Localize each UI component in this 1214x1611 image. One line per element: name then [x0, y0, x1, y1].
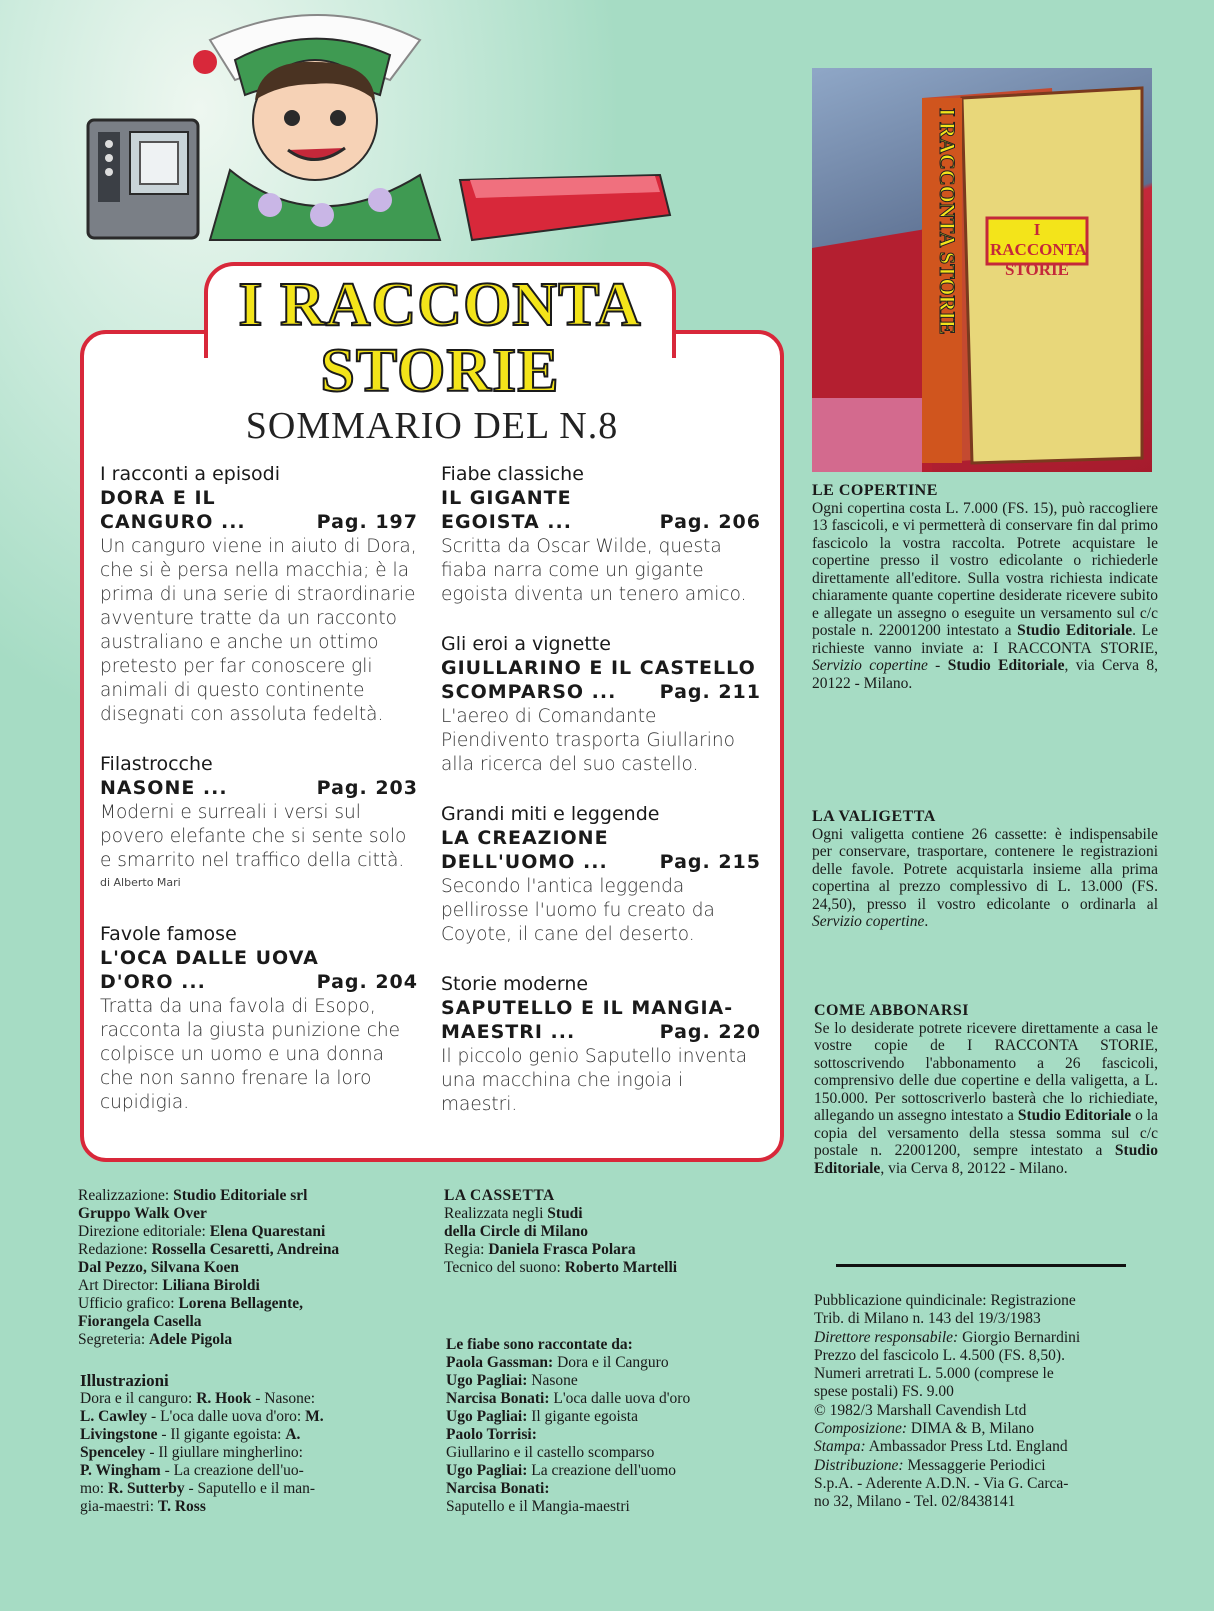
text-run: Studi: [547, 1205, 583, 1222]
publication-value: no 32, Milano - Tel. 02/8438141: [814, 1493, 1016, 1511]
text-run: - Il giullare mingherlino:: [145, 1444, 303, 1461]
red-case-icon: [460, 175, 670, 240]
abbonarsi-heading: COME ABBONARSI: [814, 1002, 970, 1019]
text-run: A.: [285, 1426, 301, 1443]
text-run: Daniela Frasca Polara: [488, 1241, 636, 1258]
story-author: di Alberto Mari: [100, 876, 181, 889]
publication-label: Stampa:: [814, 1438, 866, 1456]
text-run: Dora e il canguro:: [80, 1390, 197, 1407]
story-category: Grandi miti e leggende: [441, 803, 660, 825]
illustrazioni-lines: [80, 1390, 420, 1516]
story-title-line: L'OCA DALLE UOVA: [100, 947, 319, 969]
credit-label: Direzione editoriale:: [78, 1223, 210, 1240]
publication-line: [814, 1365, 1164, 1383]
publication-value: Giorgio Bernardini: [958, 1328, 1081, 1346]
story-page: Pag. 220: [659, 1021, 761, 1043]
text-run: . Le richieste vanno inviate a: I RACCONTA STORIE,: [812, 622, 1158, 657]
text-run: Ugo Pagliai:: [446, 1408, 528, 1425]
publication-value: Prezzo del fascicolo L. 4.500 (FS. 8,50).: [814, 1346, 1065, 1364]
credit-label: Realizzazione:: [78, 1187, 174, 1204]
story-category: Filastrocche: [100, 753, 213, 775]
publication-value: Numeri arretrati L. 5.000 (comprese le: [814, 1365, 1054, 1383]
credit-value: Elena Quarestani: [209, 1223, 326, 1240]
cassetta-lines: [444, 1205, 774, 1277]
illustrazioni-heading: Illustrazioni: [80, 1371, 169, 1390]
text-run: Paolo Torrisi:: [446, 1426, 537, 1443]
text-run: Saputello e il Mangia-maestri: [446, 1498, 630, 1515]
publication-value: Trib. di Milano n. 143 del 19/3/1983: [814, 1310, 1041, 1328]
credit-line: [446, 1390, 776, 1408]
story-description: Moderni e surreali i versi sul povero elefante che si sente solo e smarrito nel traffico della città.: [100, 802, 407, 871]
story-title: DELL'UOMO ...: [441, 851, 608, 873]
copertine-heading: LE COPERTINE: [812, 482, 938, 499]
text-run: R. Hook: [196, 1390, 252, 1407]
story-title-row: [441, 680, 761, 704]
text-run: L. Cawley: [80, 1408, 148, 1425]
publication-label: Direttore responsabile:: [814, 1328, 959, 1346]
text-run: T. Ross: [157, 1498, 206, 1515]
credit-value: Fiorangela Casella: [78, 1313, 202, 1330]
publication-value: © 1982/3 Marshall Cavendish Ltd: [814, 1401, 1027, 1419]
story-entry: [441, 462, 761, 607]
text-run: o la copia del versamento della stessa somma sul c/c postale n. 22001200, sempre intestato a: [814, 1107, 1158, 1159]
text-run: , via Cerva 8, 20122 - Milano.: [880, 1159, 1068, 1177]
text-run: La creazione dell'uomo: [527, 1462, 677, 1479]
production-credits: [78, 1187, 418, 1349]
abbonarsi-text: [814, 1020, 1158, 1178]
credit-line: [446, 1354, 776, 1372]
story-title-line: IL GIGANTE: [441, 487, 572, 509]
text-run: Livingstone: [80, 1426, 158, 1443]
publication-value: Pubblicazione quindicinale: Registrazione: [814, 1292, 1076, 1309]
photo-spine-text: I RACCONTA STORIE: [935, 108, 960, 335]
text-run: Se lo desiderate potrete ricevere direttamente a casa le vostre copie de I RACCONTA STORIE, sottoscrivendo l'abbonamento a 26 fascicoli, comprensivo delle due copertine e della valigetta, a L. 150.000. Per sottoscriverlo basterà che lo richiediate, allegando un assegno intestato a: [814, 1019, 1158, 1124]
credit-line: [446, 1372, 776, 1390]
text-run: Studio Editoriale: [947, 657, 1065, 674]
credit-line: [446, 1426, 776, 1444]
credit-line: [444, 1205, 774, 1223]
credit-line: [78, 1277, 418, 1295]
cassetta-section: [444, 1187, 774, 1277]
publication-line: [814, 1457, 1164, 1475]
header-illustration: [60, 0, 720, 260]
text-run: -: [927, 657, 948, 674]
storyteller-character-icon: [193, 15, 440, 240]
credit-line: [446, 1462, 776, 1480]
valigetta-text: [812, 826, 1158, 931]
credit-line: [78, 1187, 418, 1205]
story-description: L'aereo di Comandante Piendivento trasporta Giullarino alla ricerca del suo castello.: [441, 706, 735, 775]
story-entry: [441, 802, 761, 947]
story-entry: [441, 632, 761, 777]
story-title-row: [441, 510, 761, 534]
story-entry: [100, 752, 418, 891]
story-page: Pag. 206: [659, 511, 761, 533]
text-run: Ogni copertina costa L. 7.000 (FS. 15), può raccogliere 13 fascicoli, e vi permetterà di conservare fin dal primo fascicolo la vostra raccolta. Potrete acquistare le copertine presso il vostro edicolante o richiederle direttamente all'editore. Sulla vostra richiesta indicate chiaramente quante copertine desiderate ricevere subito e allegate un assegno o eseguite un versamento sul c/c postale n. 22001200 intestato a: [812, 499, 1158, 639]
credit-line: [80, 1390, 420, 1408]
publication-line: [814, 1493, 1164, 1511]
fiabe-heading: Le fiabe sono raccontate da:: [446, 1336, 633, 1353]
text-run: Tecnico del suono:: [444, 1259, 565, 1276]
text-run: Studio Editoriale: [1017, 622, 1133, 639]
text-run: della Circle di Milano: [444, 1223, 588, 1240]
publication-line: [814, 1292, 1164, 1310]
credit-label: Redazione:: [78, 1241, 152, 1258]
photo-cover-label: I RACCONTA STORIE: [990, 220, 1087, 279]
story-title: SCOMPARSO ...: [441, 681, 617, 703]
publication-line: [814, 1475, 1164, 1493]
credit-line: [446, 1480, 776, 1498]
text-run: - Il gigante egoista:: [157, 1426, 286, 1443]
logo-line-2: STORIE: [320, 337, 560, 405]
credit-line: [446, 1444, 776, 1462]
text-run: Spenceley: [80, 1444, 146, 1461]
credit-line: [78, 1313, 418, 1331]
publication-info: [814, 1292, 1164, 1512]
story-title-row: [441, 1020, 761, 1044]
credit-line: [78, 1295, 418, 1313]
text-run: Ugo Pagliai:: [446, 1462, 528, 1479]
sommario-title: SOMMARIO DEL N.8: [245, 405, 619, 447]
story-page: Pag. 197: [316, 511, 418, 533]
story-category: Gli eroi a vignette: [441, 633, 611, 655]
story-title-row: [100, 970, 418, 994]
credit-label: Segreteria:: [78, 1331, 150, 1348]
text-run: Narcisa Bonati:: [446, 1390, 550, 1407]
story-entry: [100, 922, 418, 1115]
credit-value: Gruppo Walk Over: [78, 1205, 207, 1222]
publication-value: S.p.A. - Aderente A.D.N. - Via G. Carca-: [814, 1474, 1069, 1492]
text-run: Regia:: [444, 1241, 489, 1258]
text-run: M.: [305, 1408, 324, 1425]
text-run: Giullarino e il castello scomparso: [446, 1444, 655, 1461]
publication-line: [814, 1402, 1164, 1420]
credit-line: [78, 1205, 418, 1223]
credit-line: [80, 1444, 420, 1462]
publication-label: Distribuzione:: [814, 1456, 904, 1474]
text-run: Servizio copertine: [812, 657, 928, 674]
story-title-line: SAPUTELLO E IL MANGIA-: [441, 997, 734, 1019]
publication-line: [814, 1438, 1164, 1456]
story-title: NASONE ...: [100, 777, 228, 799]
valigetta-heading: LA VALIGETTA: [812, 808, 936, 825]
text-run: gia-maestri:: [80, 1498, 158, 1515]
text-run: - Saputello e il man-: [184, 1480, 316, 1497]
credit-value: Rossella Cesaretti, Andreina: [151, 1241, 340, 1258]
credit-line: [78, 1223, 418, 1241]
story-description: Un canguro viene in aiuto di Dora, che si è persa nella macchia; è la prima di una serie di straordinarie avventure tratte da un racconto australiano e anche un ottimo pretesto per far conoscere gli animali di questo continente disegnati con assoluta fedeltà.: [100, 536, 417, 725]
story-title: EGOISTA ...: [441, 511, 572, 533]
credit-line: [446, 1408, 776, 1426]
publication-line: [814, 1310, 1164, 1328]
credit-line: [78, 1331, 418, 1349]
publication-line: [814, 1329, 1164, 1347]
publication-label: Composizione:: [814, 1420, 907, 1438]
story-entry: [441, 972, 761, 1117]
section-copertine: [812, 482, 1158, 692]
publication-line: [814, 1383, 1164, 1401]
fiabe-section: [446, 1336, 776, 1516]
credit-line: [444, 1223, 774, 1241]
story-title: MAESTRI ...: [441, 1021, 576, 1043]
story-category: Storie moderne: [441, 973, 589, 995]
story-description: Secondo l'antica leggenda pellirosse l'uomo fu creato da Coyote, il cane del deserto.: [441, 876, 715, 945]
story-category: I racconti a episodi: [100, 463, 280, 485]
story-title-line: GIULLARINO E IL CASTELLO: [441, 657, 756, 679]
credit-value: Dal Pezzo, Silvana Koen: [78, 1259, 240, 1276]
publication-value: DIMA & B, Milano: [907, 1420, 1035, 1438]
story-title-line: DORA E IL: [100, 487, 216, 509]
story-description: Scritta da Oscar Wilde, questa fiaba narra come un gigante egoista diventa un tenero amico.: [441, 536, 747, 605]
story-category: Favole famose: [100, 923, 237, 945]
credit-line: [444, 1259, 774, 1277]
credit-line: [446, 1498, 776, 1516]
text-run: - La creazione dell'uo-: [160, 1462, 304, 1479]
story-category: Fiabe classiche: [441, 463, 584, 485]
story-page: Pag. 204: [316, 971, 418, 993]
credit-line: [78, 1241, 418, 1259]
credit-line: [78, 1259, 418, 1277]
logo-line-1: I RACCONTA: [238, 271, 642, 339]
text-run: Ugo Pagliai:: [446, 1372, 528, 1389]
text-run: Realizzata negli: [444, 1205, 548, 1222]
credit-value: Liliana Biroldi: [162, 1277, 260, 1294]
publication-line: [814, 1347, 1164, 1365]
text-run: mo:: [80, 1480, 108, 1497]
publication-line: [814, 1420, 1164, 1438]
text-run: , via Cerva 8, 20122 - Milano.: [812, 657, 1158, 692]
story-description: Il piccolo genio Saputello inventa una macchina che ingoia i maestri.: [441, 1046, 748, 1115]
credit-value: Studio Editoriale srl: [173, 1187, 308, 1204]
text-run: Roberto Martelli: [564, 1259, 678, 1276]
text-run: Dora e il Canguro: [553, 1354, 669, 1371]
credit-value: Lorena Bellagente,: [178, 1295, 303, 1312]
text-run: Nasone: [527, 1372, 578, 1389]
text-run: - Nasone:: [251, 1390, 316, 1407]
story-page: Pag. 211: [659, 681, 761, 703]
story-page: Pag. 215: [659, 851, 761, 873]
story-title: D'ORO ...: [100, 971, 206, 993]
text-run: Ogni valigetta contiene 26 cassette: è indispensabile per conservare, trasportare, contenere le registrazioni delle favole. Potrete acquistarla insieme alla prima copertina al prezzo complessivo di L. 13.000 (FS. 24,50), presso il vostro edicolante o ordinarla al: [812, 825, 1158, 913]
text-run: Il gigante egoista: [527, 1408, 638, 1425]
divider-rule: [836, 1264, 1126, 1267]
section-abbonarsi: [814, 1002, 1158, 1177]
text-run: - L'oca dalle uova d'oro:: [147, 1408, 306, 1425]
credit-label: Art Director:: [78, 1277, 163, 1294]
story-title-row: [100, 510, 418, 534]
product-photo: [812, 68, 1152, 472]
story-title-row: [441, 850, 761, 874]
text-run: Narcisa Bonati:: [446, 1480, 550, 1497]
story-title: CANGURO ...: [100, 511, 246, 533]
story-title-line: LA CREAZIONE: [441, 827, 609, 849]
text-run: Servizio copertine: [812, 913, 925, 930]
publication-value: Messaggerie Periodici: [903, 1456, 1046, 1474]
credit-line: [80, 1498, 420, 1516]
credit-value: Adele Pigola: [149, 1331, 233, 1348]
cassetta-heading: LA CASSETTA: [444, 1187, 555, 1204]
credit-label: Ufficio grafico:: [78, 1295, 179, 1312]
publication-value: spese postali) FS. 9.00: [814, 1383, 954, 1401]
copertine-text: [812, 500, 1158, 693]
text-run: P. Wingham: [80, 1462, 161, 1479]
story-title-row: [100, 776, 418, 800]
text-run: Paola Gassman:: [446, 1354, 554, 1371]
credit-line: [80, 1462, 420, 1480]
illustrazioni-section: [80, 1372, 420, 1516]
publication-value: Ambassador Press Ltd. England: [865, 1438, 1068, 1456]
section-valigetta: [812, 808, 1158, 931]
story-page: Pag. 203: [316, 777, 418, 799]
credit-line: [80, 1480, 420, 1498]
fiabe-lines: [446, 1354, 776, 1516]
text-run: L'oca dalle uova d'oro: [549, 1390, 691, 1407]
text-run: R. Sutterby: [108, 1480, 185, 1497]
story-entry: [100, 462, 418, 727]
text-run: Studio Editoriale: [814, 1142, 1158, 1177]
credit-line: [80, 1408, 420, 1426]
text-run: .: [924, 913, 929, 930]
text-run: Studio Editoriale: [1017, 1107, 1132, 1124]
credit-line: [444, 1241, 774, 1259]
credit-line: [80, 1426, 420, 1444]
story-description: Tratta da una favola di Esopo, racconta la giusta punizione che colpisce un uomo e una donna che non sanno frenare la loro cupidigia.: [100, 996, 401, 1113]
radio-icon: [88, 120, 198, 238]
